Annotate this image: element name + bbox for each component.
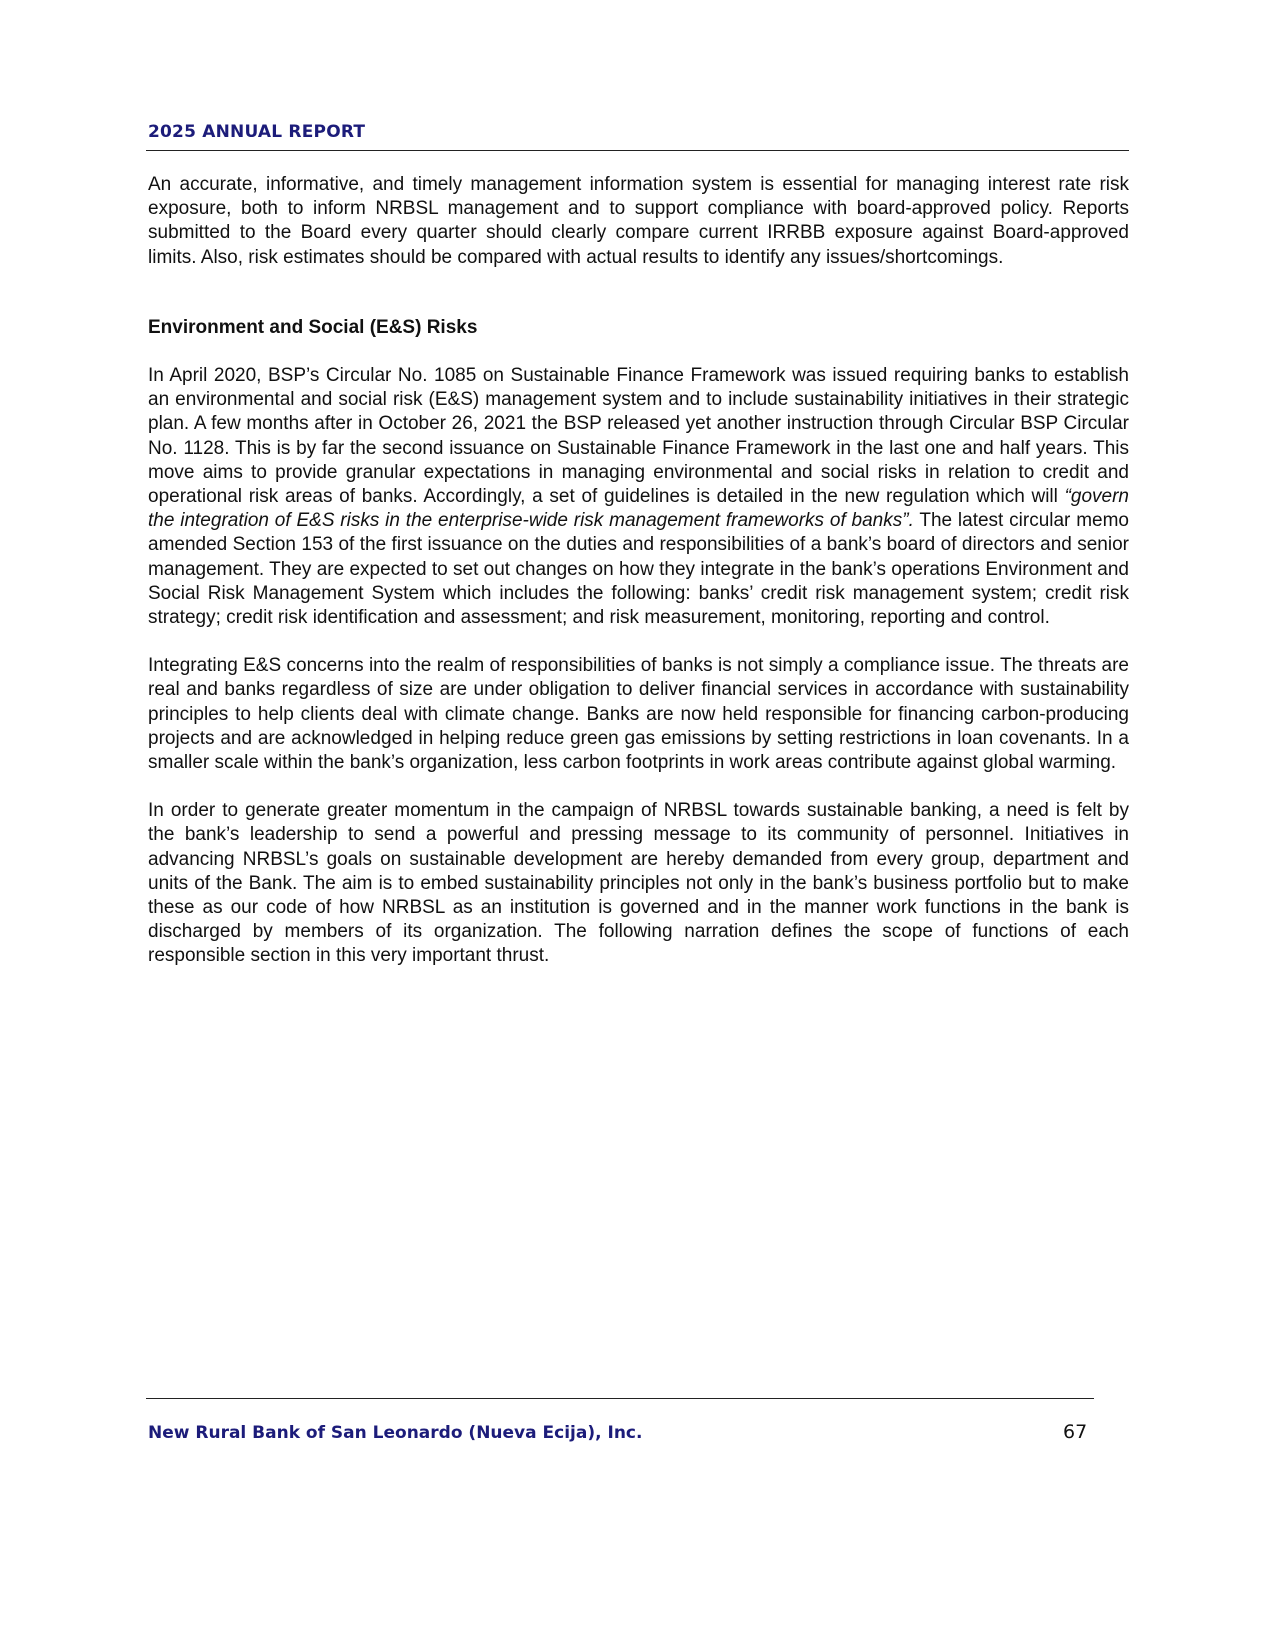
footer-bank-name: New Rural Bank of San Leonardo (Nueva Ecija), Inc. <box>148 1423 643 1443</box>
es-risks-paragraph-1 <box>148 364 1129 630</box>
report-header-title: 2025 ANNUAL REPORT <box>148 122 366 142</box>
paragraph-1-quote: “govern the integration of E&S risks in the enterprise-wide risk management frameworks of banks”. <box>148 486 1129 532</box>
header-divider <box>146 150 1129 151</box>
paragraph-1-text-after-quote: The latest circular memo amended Section 153 of the first issuance on the duties and responsibilities of a bank’s board of directors and senior management. They are expected to set out changes on how they integrate in the bank’s operations Environment and Social Risk Management System which includes the following: banks’ credit risk management system; credit risk strategy; credit risk identification and assessment; and risk measurement, monitoring, reporting and control. <box>148 510 1129 629</box>
section-heading: Environment and Social (E&S) Risks <box>148 316 478 338</box>
paragraph-1-text-before-quote: In April 2020, BSP’s Circular No. 1085 on Sustainable Finance Framework was issued requiring banks to establish an environmental and social risk (E&S) management system and to include sustainability initiatives in their strategic plan. A few months after in October 26, 2021 the BSP released yet another instruction through Circular BSP Circular No. 1128. This is by far the second issuance on Sustainable Finance Framework in the last one and half years. This move aims to provide granular expectations in managing environmental and social risks in relation to credit and operational risk areas of banks. Accordingly, a set of guidelines is detailed in the new regulation which will <box>148 365 1129 508</box>
page-content <box>148 173 1129 993</box>
es-risks-paragraph-3: In order to generate greater momentum in the campaign of NRBSL towards sustainable banking, a need is felt by the bank’s leadership to send a powerful and pressing message to its community of personnel. Initiatives in advancing NRBSL’s goals on sustainable development are hereby demanded from every group, department and units of the Bank. The aim is to embed sustainability principles not only in the bank’s business portfolio but to make these as our code of how NRBSL as an institution is governed and in the manner work functions in the bank is discharged by members of its organization. The following narration defines the scope of functions of each responsible section in this very important thrust. <box>148 800 1129 967</box>
page-number: 67 <box>1063 1421 1088 1443</box>
intro-paragraph: An accurate, informative, and timely management information system is essential for managing interest rate risk exposure, both to inform NRBSL management and to support compliance with board-approved policy. Reports submitted to the Board every quarter should clearly compare current IRRBB exposure against Board-approved limits. Also, risk estimates should be compared with actual results to identify any issues/shortcomings. <box>148 174 1129 268</box>
footer-divider <box>146 1398 1094 1399</box>
es-risks-paragraph-2: Integrating E&S concerns into the realm of responsibilities of banks is not simply a compliance issue. The threats are real and banks regardless of size are under obligation to deliver financial services in accordance with sustainability principles to help clients deal with climate change. Banks are now held responsible for financing carbon-producing projects and are acknowledged in helping reduce green gas emissions by setting restrictions in loan covenants. In a smaller scale within the bank’s organization, less carbon footprints in work areas contribute against global warming. <box>148 655 1129 774</box>
